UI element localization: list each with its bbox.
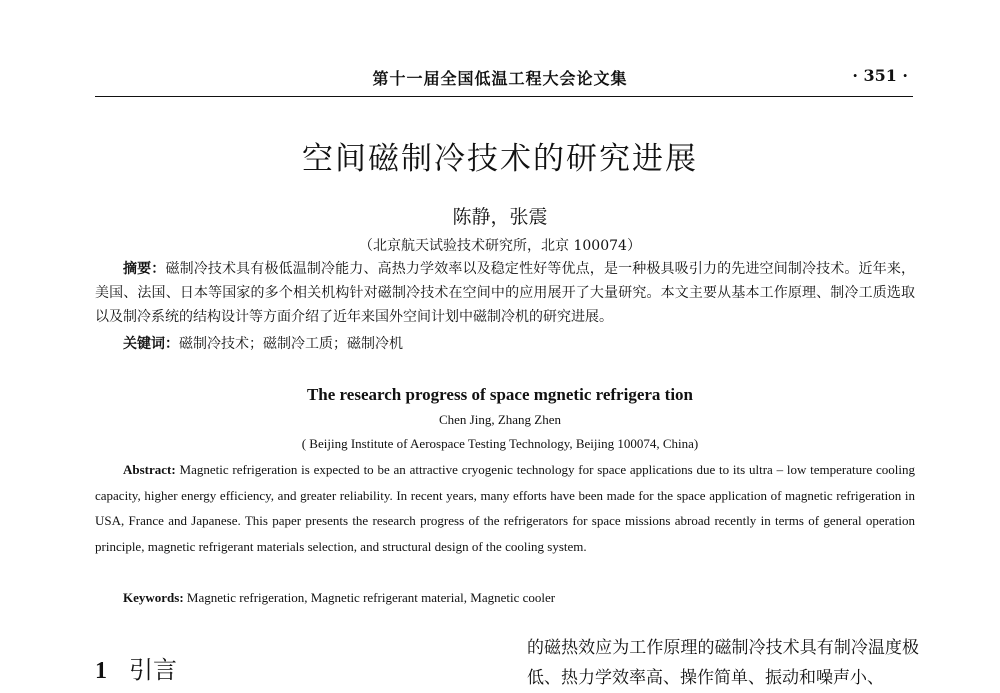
en-abstract-text: Magnetic refrigeration is expected to be an attractive cryogenic technology for space applications due to its ultra – low temperature cooling capacity, higher energy efficiency, and greater reliability. In recent years, many efforts have been made for the space application of magnetic refrigeration in USA, France and Japanese. This paper presents the research progress of the refrigerators for space missions abroad recently in terms of general operation principle, magnetic refrigerant materials selection, and structural design of the cooling system.: [95, 462, 916, 554]
section-heading: [95, 650, 177, 685]
cn-abstract: [95, 257, 915, 329]
cn-keywords-label: 关键词：: [123, 336, 179, 352]
en-authors: Chen Jing, Zhang Zhen: [438, 412, 562, 427]
en-abstract-label: Abstract:: [123, 462, 176, 477]
en-keywords: [95, 585, 915, 610]
cn-abstract-text: 磁制冷技术具有极低温制冷能力、高热力学效率以及稳定性好等优点，是一种极具吸引力的先进空间制冷技术。近年来，美国、法国、日本等国家的多个相关机构针对磁制冷技术在空间中的应用展开了大量研究。本文主要从基本工作原理、制冷工质选取以及制冷系统的结构设计等方面介绍了近年来国外空间计划中磁制冷机的研究进展。: [95, 261, 915, 325]
cn-keywords: [95, 332, 915, 356]
section-title: 引言: [129, 656, 177, 684]
cn-title: 空间磁制冷技术的研究进展: [302, 141, 698, 177]
running-title: 第十一届全国低温工程大会论文集: [372, 69, 628, 88]
cn-affiliation: （北京航天试验技术研究所，北京 100074）: [359, 238, 641, 254]
en-title: The research progress of space mgnetic refrigera tion: [306, 385, 694, 404]
en-affiliation: ( Beijing Institute of Aerospace Testing Technology, Beijing 100074, China): [301, 436, 699, 451]
header-rule: [95, 96, 913, 97]
cn-authors: 陈静，张震: [452, 206, 548, 228]
page-number: · 351 ·: [852, 66, 908, 85]
section-number: 1: [95, 658, 107, 684]
en-abstract: [95, 457, 915, 559]
cn-abstract-label: 摘要：: [123, 261, 166, 277]
cn-keywords-text: 磁制冷技术；磁制冷工质；磁制冷机: [179, 336, 403, 352]
en-keywords-text: Magnetic refrigeration, Magnetic refrigerant material, Magnetic cooler: [186, 590, 556, 605]
en-keywords-label: Keywords:: [123, 590, 184, 605]
right-column-text: 的磁热效应为工作原理的磁制冷技术具有制冷温度极低、热力学效率高、操作简单、振动和噪声小、: [527, 638, 919, 688]
